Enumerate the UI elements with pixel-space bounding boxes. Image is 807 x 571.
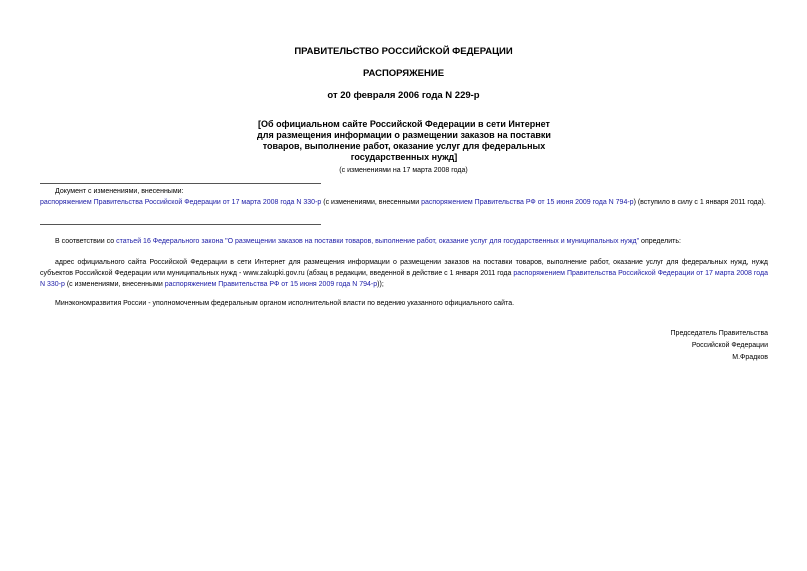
- changes-text: ) (вступило в силу с 1 января 2011 года).: [633, 199, 766, 206]
- title-line: товаров, выполнение работ, оказание услуг для федеральных: [262, 141, 546, 151]
- changes-list: [40, 197, 768, 208]
- document-date-number: от 20 февраля 2006 года N 229-р: [327, 90, 480, 101]
- paragraph-site-address: [40, 257, 768, 290]
- amendment-link-2008[interactable]: распоряжением Правительства Российской Федерации от 17 марта 2008 года N 330-р: [40, 270, 768, 288]
- signature-name: М.Фрадков: [732, 354, 768, 361]
- amendment-link-2009[interactable]: распоряжением Правительства РФ от 15 июня 2009 года N 794-р: [421, 199, 634, 206]
- document-title: [240, 119, 568, 163]
- law-article-link[interactable]: статьей 16 Федерального закона "О размещении заказов на поставки товаров, выполнение работ, оказание услуг для государственных и муниципальных нужд": [116, 238, 640, 245]
- paragraph-text: (с изменениями, внесенными: [64, 281, 165, 288]
- divider-bottom: [40, 224, 321, 225]
- amendment-link-2009[interactable]: распоряжением Правительства РФ от 15 июня 2009 года N 794-р: [164, 281, 378, 288]
- changes-text: (с изменениями, внесенными: [321, 199, 422, 206]
- edition-note: (с изменениями на 17 марта 2008 года): [339, 167, 468, 174]
- government-heading: ПРАВИТЕЛЬСТВО РОССИЙСКОЙ ФЕДЕРАЦИИ: [294, 46, 513, 57]
- paragraph-text: В соответствии со: [55, 238, 117, 245]
- paragraph-text: ));: [377, 281, 384, 288]
- title-line: для размещения информации о размещении заказов на поставки: [257, 130, 551, 140]
- title-line: [Об официальном сайте Российской Федерации в сети Интернет: [258, 119, 550, 129]
- amendment-link-2008[interactable]: распоряжением Правительства Российской Федерации от 17 марта 2008 года N 330-р: [40, 199, 322, 206]
- paragraph-basis: [40, 236, 768, 247]
- document-type: РАСПОРЯЖЕНИЕ: [362, 68, 445, 79]
- signature-title: Председатель Правительства: [670, 330, 768, 337]
- paragraph-authority: Минэкономразвития России - уполномоченным федеральным органом исполнительной власти по ведению указанного официального сайта.: [55, 300, 515, 307]
- changes-intro: Документ с изменениями, внесенными:: [55, 188, 184, 195]
- divider-top: [40, 183, 321, 184]
- paragraph-text: адрес официального сайта Российской Федерации в сети Интернет для размещения информации о размещении заказов на поставки товаров, выполнение работ, оказание услуг для федеральных нужд, нужд субъектов Российской Федерации или муниципальных нужд - www.zakupki.gov.ru (абзац в редакции, введенной в действие с 1 января 2011 года: [40, 259, 768, 277]
- signature-title: Российской Федерации: [691, 342, 768, 349]
- title-line: государственных нужд]: [350, 152, 458, 162]
- paragraph-text: определить:: [639, 238, 681, 245]
